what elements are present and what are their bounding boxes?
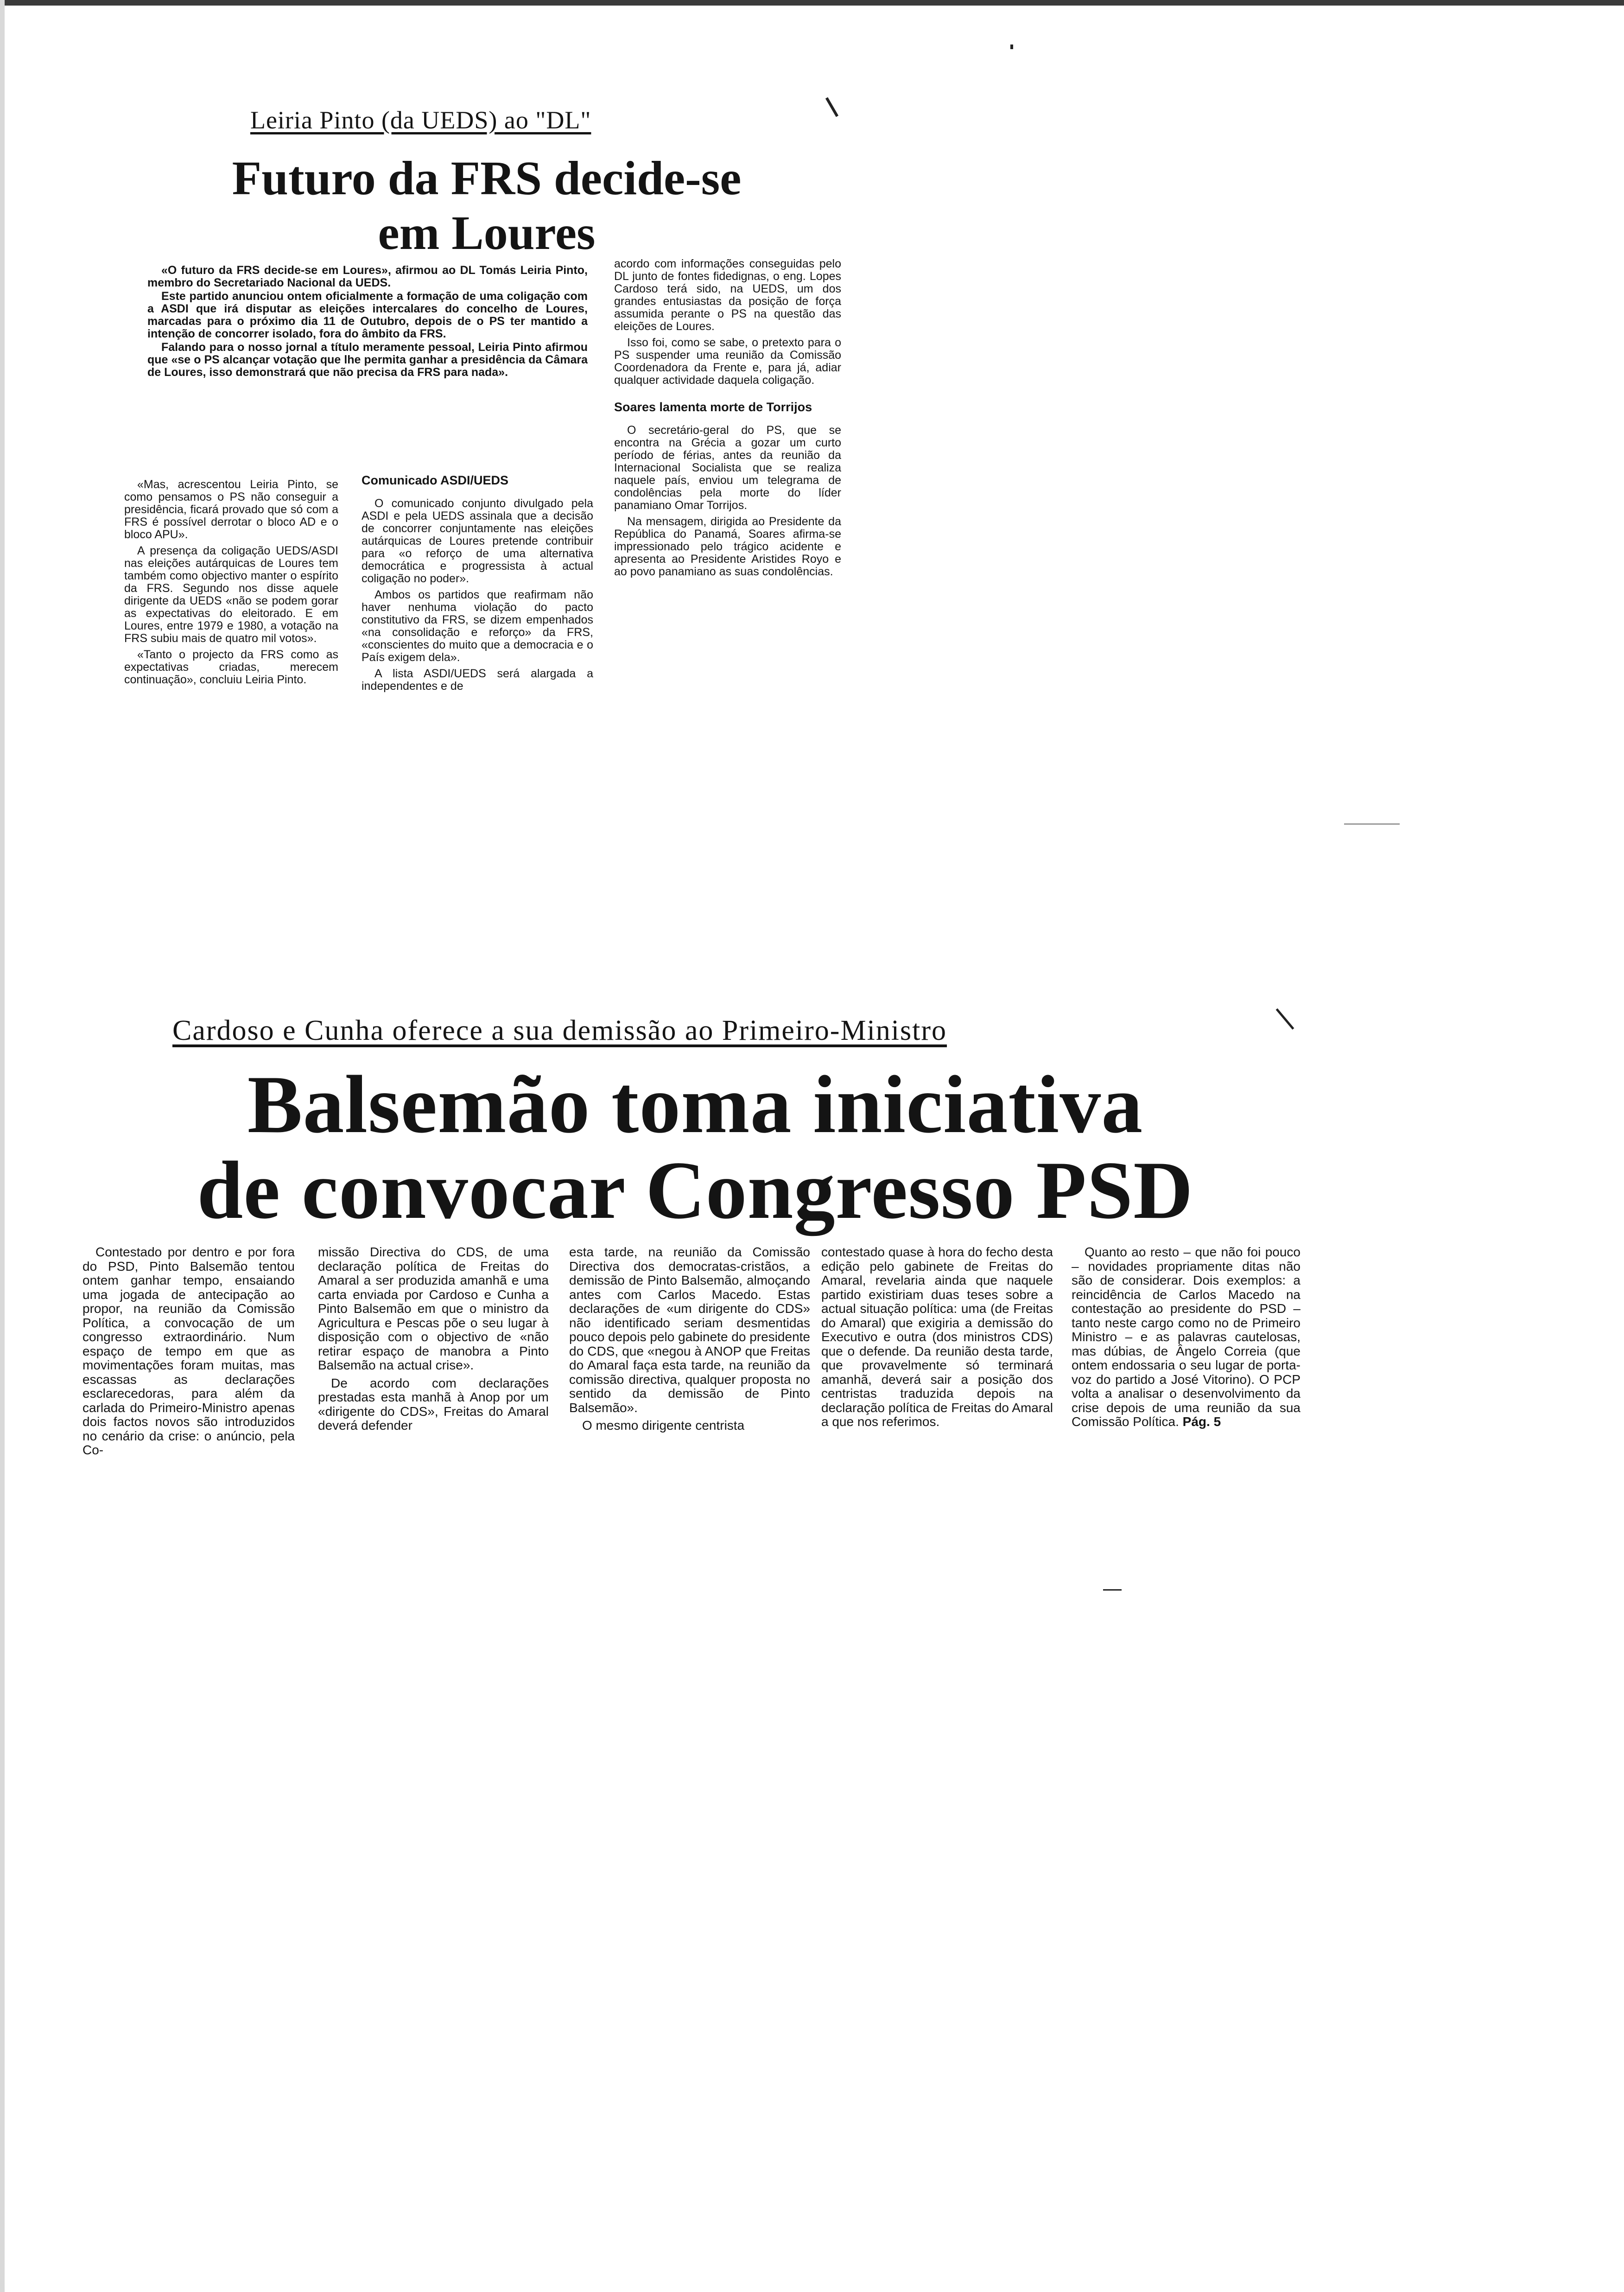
paragraph: De acordo com declarações prestadas esta manhã à Anop por um «dirigente do CDS», Freitas do Amaral deverá defender: [318, 1375, 549, 1432]
paragraph: Na mensagem, dirigida ao Presidente da República do Panamá, Soares afirma-se impressionado pelo trágico acidente e apresenta ao Presidente Aristides Royo e ao povo panamiano as suas condolências.: [614, 515, 841, 578]
lead-paragraph: Este partido anunciou ontem oficialmente a formação de uma coligação com a ASDI que irá disputar as eleições intercalares do concelho de Loures, marcadas para o próximo dia 11 de Outubro, depois de o PS ter mantido a intenção de concorrer isolado, fora do âmbito da FRS.: [147, 290, 588, 340]
article1-lead: [147, 264, 588, 446]
article1-kicker: Leiria Pinto (da UEDS) ao "DL": [250, 106, 591, 134]
paragraph: A lista ASDI/UEDS será alargada a independentes e de: [362, 667, 593, 693]
article2-kicker: Cardoso e Cunha oferece a sua demissão ao Primeiro-Ministro: [172, 1015, 947, 1046]
paragraph: Quanto ao resto – que não foi pouco – novidades propriamente ditas não são de considerar. Dois exemplos: a reincidência de Carlos Macedo na contestação ao presidente do PSD – tanto neste cargo como no de Primeiro Ministro – e as palavras cautelosas, mas dúbias, de Ângelo Correia (que ontem endossaria o seu lugar de porta-voz do partido a José Vitorino). O PCP volta a analisar o desenvolvimento da crise depois de uma reunião da sua Comissão Política.: [1072, 1245, 1300, 1429]
article2-headline: [102, 1058, 1288, 1236]
article1-headline: [176, 151, 797, 261]
lead-paragraph: «O futuro da FRS decide-se em Loures», afirmou ao DL Tomás Leiria Pinto, membro do Secretariado Nacional da UEDS.: [147, 264, 588, 289]
scan-dash: [1344, 823, 1400, 825]
paragraph: Contestado por dentro e por fora do PSD, Pinto Balsemão tentou ontem ganhar tempo, ensaiando uma jogada de antecipação ao propor, na reunião da Comissão Política, a convocação de um congresso extraordinário. Num espaço de tempo em que as movimentações foram muitas, mas escassas as declarações esclarecedoras, para além da carlada do Primeiro-Ministro apenas dois factos novos são introduzidos no cenário da crise: o anúncio, pela Co-: [82, 1245, 295, 1457]
paragraph: Ambos os partidos que reafirmam não haver nenhuma violação do pacto constitutivo da FRS, se dizem empenhados «na consolidação e reforço» da FRS, «conscientes do muito que a democracia e o País exigem dela».: [362, 588, 593, 664]
article2-column-2: [318, 1245, 549, 1523]
article1-column-1: [124, 478, 338, 831]
paragraph: O secretário-geral do PS, que se encontra na Grécia a gozar um curto período de férias, antes da reunião da Internacional Socialista que se realiza naquele país, enviou um telegrama de condolências pela morte do líder panamiano Omar Torrijos.: [614, 424, 841, 512]
article2-headline-line1: Balsemão toma iniciativa: [247, 1058, 1143, 1150]
paragraph-with-page-ref: [1072, 1245, 1300, 1429]
subheading: Comunicado ASDI/UEDS: [362, 473, 509, 487]
paragraph: contestado quase à hora do fecho desta edição pelo gabinete de Freitas do Amaral, revelaria ainda que naquele partido existiriam duas teses sobre a actual situação política: uma (de Freitas do Amaral) que exigiria a demissão do Executivo e outra (dos ministros CDS) que o defende. Da reunião desta tarde, que provavelmente só terminará amanhã, deverá sair a posição dos centristas traduzida depois na declaração política de Freitas do Amaral a que nos referimos.: [821, 1245, 1053, 1429]
paragraph: acordo com informações conseguidas pelo DL junto de fontes fidedignas, o eng. Lopes Cardoso terá sido, na UEDS, um dos grandes entusiastas da posição de força assumida perante o PS na questão das eleições de Loures.: [614, 257, 841, 333]
subheading: Soares lamenta morte de Torrijos: [614, 400, 812, 414]
article1-headline-line2: em Loures: [378, 206, 596, 260]
article1-column-3: [614, 258, 841, 833]
article1-headline-line1: Futuro da FRS decide-se: [232, 152, 742, 205]
article1-column-2: [362, 474, 593, 835]
clipping-mark: [825, 97, 838, 117]
article2-headline-line2: de convocar Congresso PSD: [197, 1144, 1193, 1236]
paragraph: «Tanto o projecto da FRS como as expectativas criadas, merecem continuação», concluiu Leiria Pinto.: [124, 648, 338, 686]
scan-dash: [1103, 1589, 1122, 1591]
clipping-mark: [1276, 1008, 1294, 1030]
article2-column-3: [569, 1245, 810, 1523]
paragraph: «Mas, acrescentou Leiria Pinto, se como pensamos o PS não conseguir a presidência, ficará provado que só com a FRS é possível derrotar o bloco AD e o bloco APU».: [124, 478, 338, 541]
scan-border-top: [0, 0, 1624, 6]
scan-speck: [1010, 45, 1013, 49]
paragraph: O mesmo dirigente centrista: [582, 1418, 745, 1432]
article2-column-4: [821, 1245, 1053, 1523]
article2-column-1: [82, 1245, 295, 1523]
paragraph: missão Directiva do CDS, de uma declaração política de Freitas do Amaral a ser produzida amanhã e uma carta enviada por Cardoso e Cunha a Pinto Balsemão em que o ministro da Agricultura e Pescas põe o seu lugar à disposição com o objectivo de «não retirar espaço de manobra a Pinto Balsemão na actual crise».: [318, 1245, 549, 1372]
article2-column-5: [1072, 1245, 1300, 1523]
paragraph: O comunicado conjunto divulgado pela ASDI e pela UEDS assinala que a decisão de concorrer conjuntamente nas eleições autárquicas de Loures pretende contribuir para «o reforço de uma alternativa democrática e progressista à actual coligação no poder».: [362, 497, 593, 585]
paragraph: Isso foi, como se sabe, o pretexto para o PS suspender uma reunião da Comissão Coordenadora da Frente e, para já, adiar qualquer actividade daquela coligação.: [614, 336, 841, 387]
lead-paragraph: Falando para o nosso jornal a título meramente pessoal, Leiria Pinto afirmou que «se o PS alcançar votação que lhe permita ganhar a presidência da Câmara de Loures, isso demonstrará que não precisa da FRS para nada».: [147, 341, 588, 379]
page-reference: Pág. 5: [1182, 1414, 1221, 1429]
paragraph: A presença da coligação UEDS/ASDI nas eleições autárquicas de Loures tem também como objectivo manter o espírito da FRS. Segundo nos disse aquele dirigente da UEDS «não se podem gorar as expectativas do eleitorado. E em Loures, entre 1979 e 1980, a votação na FRS subiu mais de quatro mil votos».: [124, 544, 338, 645]
scan-border-left: [0, 0, 5, 2292]
paragraph: esta tarde, na reunião da Comissão Directiva dos democratas-cristãos, a demissão de Pinto Balsemão, almoçando antes com Carlos Macedo. Estas declarações de «um dirigente do CDS» não identificado seriam desmentidas pouco depois pelo gabinete do presidente do CDS, que «negou à ANOP que Freitas do Amaral faça esta tarde, na reunião da comissão directiva, qualquer proposta no sentido da demissão de Pinto Balsemão».: [569, 1245, 810, 1415]
